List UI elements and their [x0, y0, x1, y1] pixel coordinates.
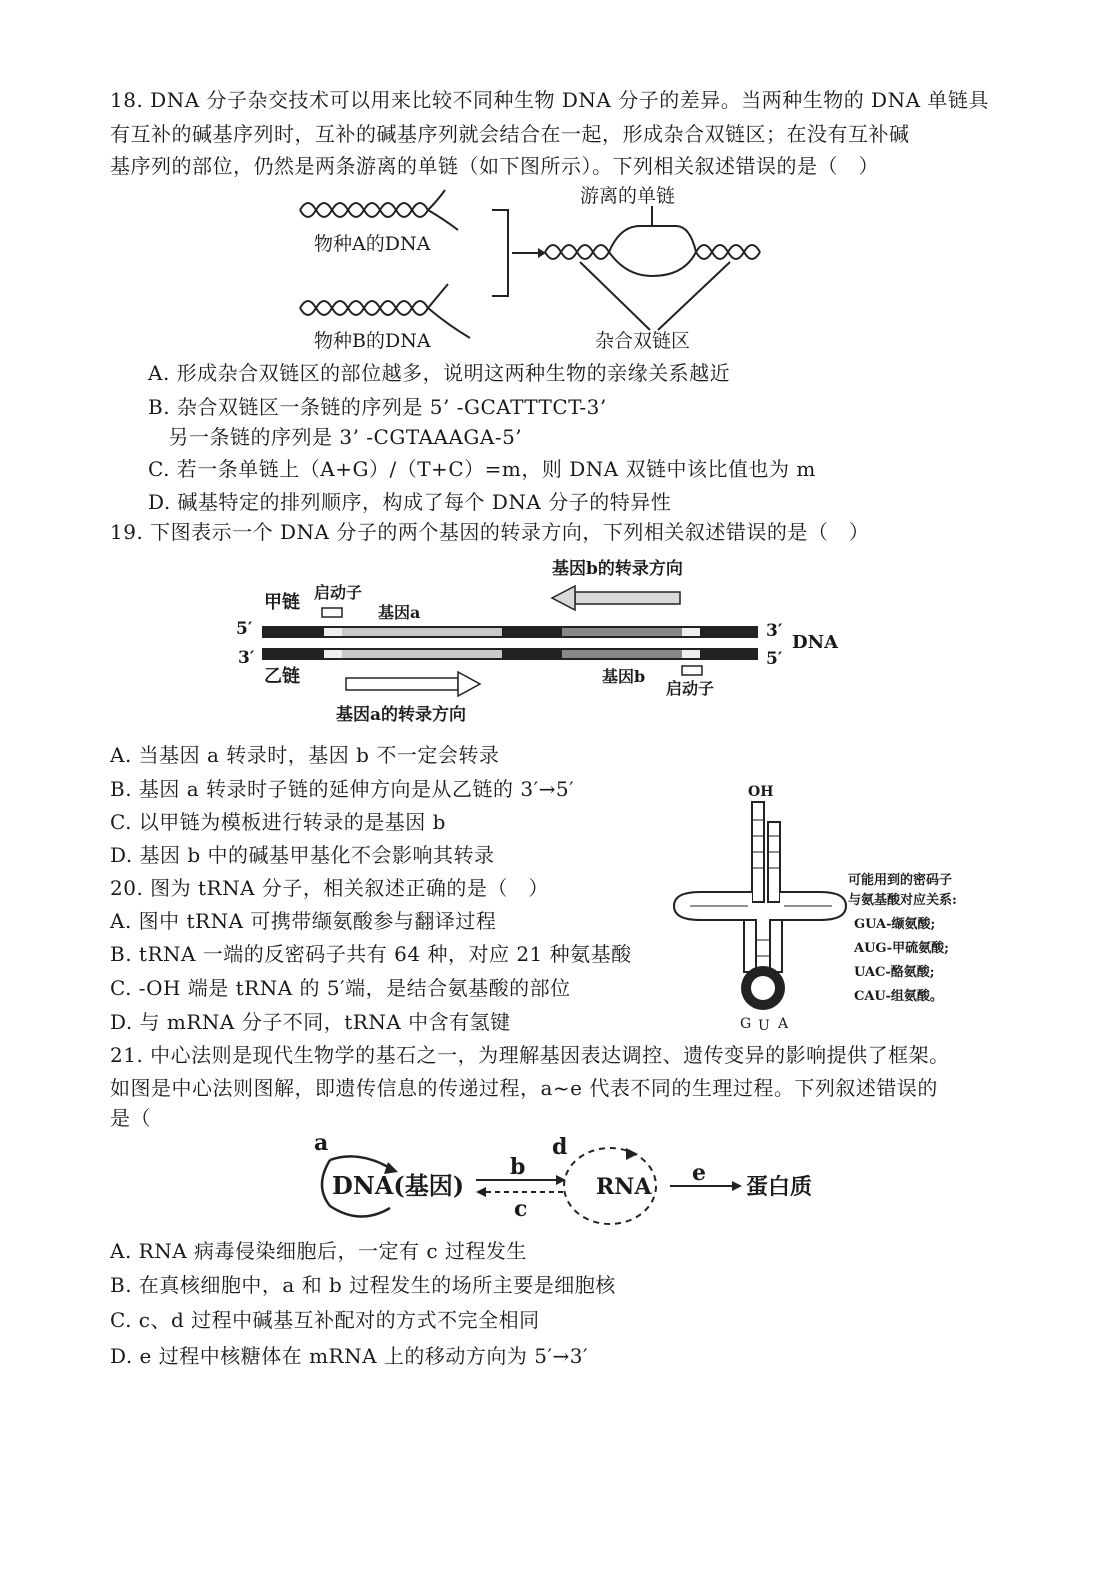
promoter-a-bottom [324, 650, 342, 658]
label-species-a: 物种A的DNA [314, 233, 431, 255]
process-b-label: b [510, 1154, 526, 1180]
node-dna-gene: DNA(基因) [332, 1171, 465, 1200]
hybrid-helix-right-2 [696, 245, 760, 259]
q19-option-a: A. 当基因 a 转录时，基因 b 不一定会转录 [110, 743, 500, 767]
q21-option-c: C. c、d 过程中碱基互补配对的方式不完全相同 [110, 1308, 540, 1332]
promoter-b-top [682, 628, 700, 636]
label-gene-b-direction: 基因b的转录方向 [552, 559, 683, 579]
species-a-tail-2 [428, 210, 458, 230]
codon-table-title-1: 可能用到的密码子 [848, 873, 953, 888]
q20-option-c: C. -OH 端是 tRNA 的 5′端，是结合氨基酸的部位 [110, 976, 571, 1000]
q18-option-d: D. 碱基特定的排列顺序，构成了每个 DNA 分子的特异性 [148, 490, 672, 514]
trna-oh-label: OH [748, 784, 774, 800]
trna-anticodon-stem-left [744, 920, 756, 972]
q20-stem: 20. 图为 tRNA 分子，相关叙述正确的是（ ） [110, 876, 549, 900]
label-species-b: 物种B的DNA [314, 330, 431, 352]
arrow-head [538, 248, 546, 258]
label-promoter-bottom: 启动子 [666, 679, 715, 698]
anticodon-base-g: G [740, 1016, 752, 1030]
gene-b-region-top [562, 628, 682, 636]
promoter-bottom-box [682, 666, 702, 675]
species-a-tail-1 [428, 190, 445, 210]
q21-central-dogma-figure [300, 1130, 820, 1230]
hybrid-helix-left-2 [545, 245, 609, 259]
hybrid-region-pointer-right [658, 262, 730, 330]
gene-a-region-top [342, 628, 502, 636]
q19-option-d: D. 基因 b 中的碱基甲基化不会影响其转录 [110, 843, 495, 867]
codon-cau: CAU-组氨酸。 [854, 989, 943, 1004]
q20-trna-figure [660, 780, 1000, 1030]
node-protein: 蛋白质 [746, 1174, 813, 1200]
label-end-3-top-right: 3′ [766, 621, 783, 641]
label-chain-jia: 甲链 [264, 592, 300, 613]
label-gene-a-direction: 基因a的转录方向 [336, 705, 467, 725]
q18-stem-line-1: 18. DNA 分子杂交技术可以用来比较不同种生物 DNA 分子的差异。当两种生物的 DNA 单链具 [110, 88, 989, 112]
gene-b-direction-arrow-head [552, 586, 575, 610]
process-a-label: a [314, 1130, 329, 1156]
gene-a-direction-arrow-head [458, 672, 480, 696]
q21-option-d: D. e 过程中核糖体在 mRNA 上的移动方向为 5′→3′ [110, 1344, 589, 1368]
q19-gene-transcription-figure [230, 552, 850, 732]
hybrid-region-pointer-left [580, 262, 650, 330]
q18-option-a: A. 形成杂合双链区的部位越多，说明这两种生物的亲缘关系越近 [148, 361, 731, 385]
label-end-5-bottom-right: 5′ [766, 649, 783, 669]
q18-stem-line-2: 有互补的碱基序列时，互补的碱基序列就会结合在一起，形成杂合双链区；在没有互补碱 [110, 122, 910, 146]
q21-option-a: A. RNA 病毒侵染细胞后，一定有 c 过程发生 [110, 1239, 527, 1263]
q18-option-c: C. 若一条单链上（A+G）/（T+C）=m，则 DNA 双链中该比值也为 m [148, 457, 816, 481]
gene-b-region-bottom [562, 650, 682, 658]
label-chain-yi: 乙链 [264, 666, 300, 687]
label-gene-a: 基因a [378, 603, 421, 622]
codon-table-title-2: 与氨基酸对应关系: [848, 893, 957, 908]
gene-a-direction-arrow-body [346, 678, 458, 690]
q19-stem: 19. 下图表示一个 DNA 分子的两个基因的转录方向，下列相关叙述错误的是（ ） [110, 520, 870, 544]
trna-anticodon-stem-right [770, 920, 782, 972]
trna-acceptor-stem-right [768, 822, 780, 902]
codon-aug: AUG-甲硫氨酸; [854, 941, 949, 956]
promoter-top-box [322, 608, 342, 617]
q20-option-d: D. 与 mRNA 分子不同，tRNA 中含有氢键 [110, 1010, 511, 1034]
label-hybrid-region: 杂合双链区 [595, 330, 691, 352]
process-e-label: e [692, 1160, 706, 1186]
label-dna: DNA [792, 632, 839, 653]
anticodon-base-a: A [778, 1016, 789, 1030]
q21-stem-line-2: 如图是中心法则图解，即遗传信息的传递过程，a~e 代表不同的生理过程。下列叙述错误的 [110, 1076, 938, 1100]
label-end-5-top: 5′ [236, 619, 253, 639]
process-c-label: c [514, 1196, 528, 1222]
free-single-strand-lower [609, 252, 696, 276]
q19-option-b: B. 基因 a 转录时子链的延伸方向是从乙链的 3′→5′ [110, 777, 575, 801]
gene-a-region-bottom [342, 650, 502, 658]
promoter-b-bottom [682, 650, 700, 658]
q20-option-a: A. 图中 tRNA 可携带缬氨酸参与翻译过程 [110, 909, 497, 933]
q21-option-b: B. 在真核细胞中，a 和 b 过程发生的场所主要是细胞核 [110, 1273, 616, 1297]
species-b-tail-1 [428, 284, 448, 308]
species-b-tail-2 [428, 308, 470, 338]
label-free-single-strand: 游离的单链 [580, 185, 676, 207]
codon-uac: UAC-酪氨酸; [854, 965, 935, 980]
q19-option-c: C. 以甲链为模板进行转录的是基因 b [110, 810, 446, 834]
anticodon-base-u: U [758, 1018, 770, 1030]
bracket [492, 210, 508, 296]
gene-b-direction-arrow-body [575, 592, 680, 604]
label-gene-b: 基因b [602, 667, 646, 686]
q18-option-b-line-1: B. 杂合双链区一条链的序列是 5’ -GCATTTCT-3’ [148, 395, 607, 419]
q21-stem-line-1: 21. 中心法则是现代生物学的基石之一，为理解基因表达调控、遗传变异的影响提供了框架。 [110, 1043, 950, 1067]
process-d-arrowhead [626, 1148, 638, 1160]
process-d-label: d [552, 1134, 568, 1160]
label-promoter-top: 启动子 [314, 583, 363, 602]
promoter-a-top [324, 628, 342, 636]
label-end-3-bottom: 3′ [238, 648, 255, 668]
node-rna: RNA [596, 1174, 652, 1200]
codon-gua: GUA-缬氨酸; [854, 917, 936, 932]
trna-anticodon-loop-inner [751, 976, 775, 1000]
q21-stem-line-3: 是（ [110, 1106, 151, 1130]
q18-stem-line-3: 基序列的部位，仍然是两条游离的单链（如下图所示）。下列相关叙述错误的是（ ） [110, 154, 879, 178]
q20-option-b: B. tRNA 一端的反密码子共有 64 种，对应 21 种氨基酸 [110, 942, 632, 966]
free-single-strand-loop [609, 226, 696, 252]
q18-option-b-line-2: 另一条链的序列是 3’ -CGTAAAGA-5’ [148, 425, 523, 449]
q18-dna-hybridization-figure [280, 180, 780, 358]
